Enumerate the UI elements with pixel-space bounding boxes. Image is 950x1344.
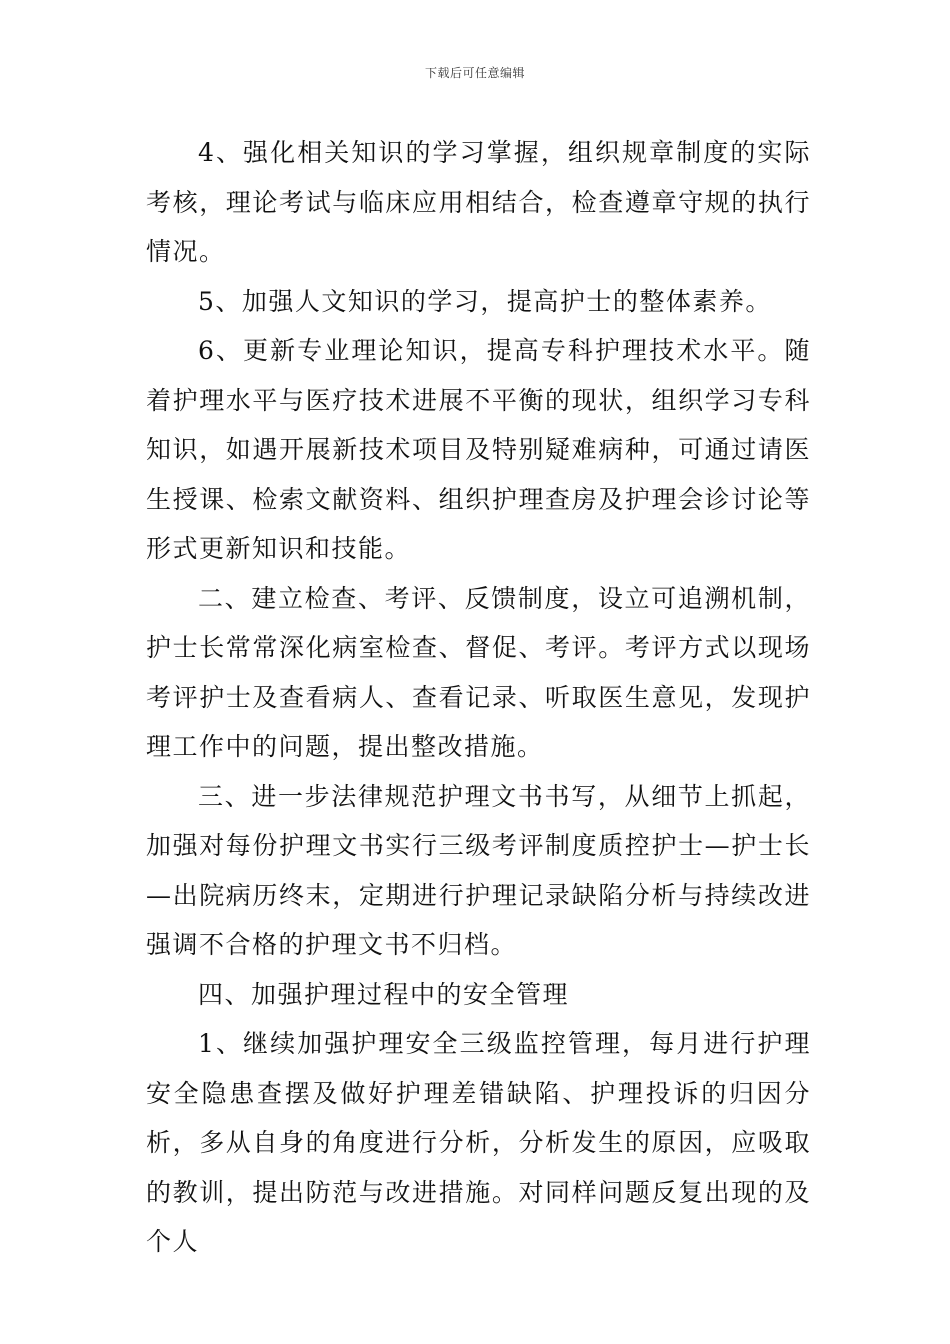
paragraph-item-6: 6、更新专业理论知识，提高专科护理技术水平。随着护理水平与医疗技术进展不平衡的现状，组织学习专科知识，如遇开展新技术项目及特别疑难病种，可通过请医生授课、检索文献资料、组织护理查房及护理会诊讨论等形式更新知识和技能。	[146, 336, 811, 563]
paragraph-section-2: 二、建立检查、考评、反馈制度，设立可追溯机制，护士长常常深化病室检查、督促、考评。考评方式以现场考评护士及查看病人、查看记录、听取医生意见，发现护理工作中的问题，提出整改措施。	[146, 583, 811, 761]
document-body	[146, 128, 811, 1267]
section-heading-4: 四、加强护理过程中的安全管理	[198, 979, 570, 1009]
paragraph-section-3: 三、进一步法律规范护理文书书写，从细节上抓起，加强对每份护理文书实行三级考评制度质控护士—护士长—出院病历终末，定期进行护理记录缺陷分析与持续改进强调不合格的护理文书不归档。	[146, 781, 811, 959]
page-header-note: 下载后可任意编辑	[424, 66, 525, 80]
paragraph-item-1: 1、继续加强护理安全三级监控管理，每月进行护理安全隐患查摆及做好护理差错缺陷、护理投诉的归因分析，多从自身的角度进行分析，分析发生的原因，应吸取的教训，提出防范与改进措施。对同样问题反复出现的及个人	[146, 1029, 811, 1256]
paragraph-item-4: 4、强化相关知识的学习掌握，组织规章制度的实际考核，理论考试与临床应用相结合，检查遵章守规的执行情况。	[146, 138, 811, 266]
paragraph-item-5: 5、加强人文知识的学习，提高护士的整体素养。	[198, 286, 772, 316]
